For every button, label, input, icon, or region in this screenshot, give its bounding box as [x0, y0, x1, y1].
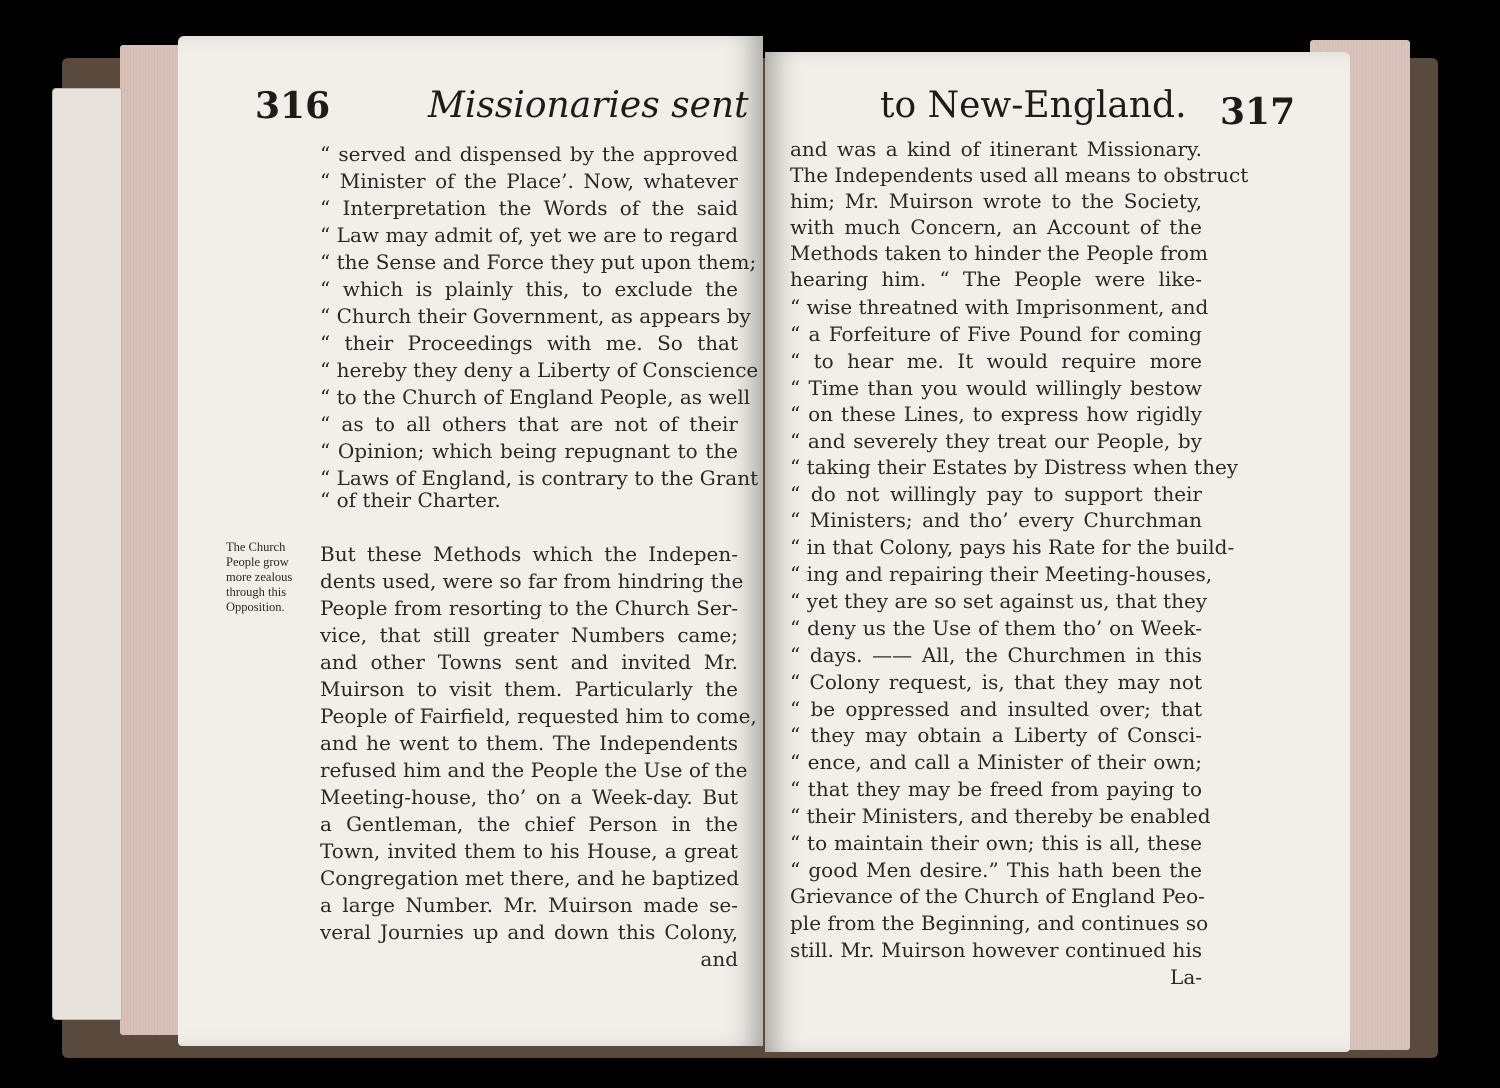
- text-line: Congregation met there, and he baptized: [320, 866, 740, 890]
- text-line: dents used, were so far from hindring the: [320, 569, 744, 593]
- text-line: and he went to them. The Independents: [320, 731, 738, 755]
- text-line: Town, invited them to his House, a great: [320, 839, 738, 863]
- text-line: The Independents used all means to obstruct: [790, 163, 1249, 187]
- text-line: “ good Men desire.” This hath been the: [790, 858, 1202, 882]
- text-line: Muirson to visit them. Particularly the: [320, 677, 738, 701]
- text-line: “ deny us the Use of them tho’ on Week-: [790, 616, 1202, 640]
- catchword: and: [700, 947, 738, 971]
- text-line: a large Number. Mr. Muirson made se-: [320, 893, 738, 917]
- text-line: vice, that still greater Numbers came;: [320, 623, 738, 647]
- text-line: hearing him. “ The People were like-: [790, 267, 1202, 291]
- text-line: “ they may obtain a Liberty of Consci-: [790, 723, 1202, 747]
- text-line: People of Fairfield, requested him to come,: [320, 704, 757, 728]
- text-line: “ to hear me. It would require more: [790, 349, 1202, 373]
- text-line: “ the Sense and Force they put upon them;: [320, 250, 757, 274]
- text-line: “ their Ministers, and thereby be enabled: [790, 804, 1211, 828]
- text-line: and other Towns sent and invited Mr.: [320, 650, 738, 674]
- text-line: “ Law may admit of, yet we are to regard: [320, 223, 738, 247]
- text-line: veral Journies up and down this Colony,: [320, 920, 738, 944]
- text-line: People from resorting to the Church Ser-: [320, 596, 738, 620]
- left-flyleaf: [52, 88, 122, 1020]
- text-line: “ in that Colony, pays his Rate for the build-: [790, 535, 1235, 559]
- margin-note: [226, 540, 318, 615]
- text-line: “ Opinion; which being repugnant to the: [320, 439, 738, 463]
- text-line: “ yet they are so set against us, that they: [790, 589, 1208, 613]
- text-line: “ Laws of England, is contrary to the Grant: [320, 466, 759, 490]
- text-line: “ served and dispensed by the approved: [320, 142, 738, 166]
- text-line: “ and severely they treat our People, by: [790, 429, 1202, 453]
- text-line: “ ing and repairing their Meeting-houses,: [790, 562, 1213, 586]
- text-line: “ taking their Estates by Distress when they: [790, 455, 1239, 479]
- text-line: “ Ministers; and tho’ every Churchman: [790, 508, 1202, 532]
- left-running-head: Missionaries sent: [428, 85, 749, 126]
- text-line: and was a kind of itinerant Missionary.: [790, 137, 1202, 161]
- text-line: “ their Proceedings with me. So that: [320, 331, 738, 355]
- text-line: “ Minister of the Place’. Now, whatever: [320, 169, 738, 193]
- text-line: “ a Forfeiture of Five Pound for coming: [790, 322, 1202, 346]
- text-line: “ days. —— All, the Churchmen in this: [790, 643, 1202, 667]
- right-page-number: 317: [1220, 91, 1296, 133]
- text-line: Meeting-house, tho’ on a Week-day. But: [320, 785, 738, 809]
- text-line: “ that they may be freed from paying to: [790, 777, 1202, 801]
- text-line: “ of their Charter.: [320, 488, 501, 512]
- text-line: “ as to all others that are not of their: [320, 412, 738, 436]
- text-line: “ which is plainly this, to exclude the: [320, 277, 738, 301]
- text-line: “ on these Lines, to express how rigidly: [790, 402, 1202, 426]
- margin-note-line: People grow: [226, 555, 289, 569]
- margin-note-line: through this: [226, 585, 287, 599]
- catchword: La-: [1170, 965, 1202, 989]
- text-line: still. Mr. Muirson however continued his: [790, 938, 1202, 962]
- text-line: “ Church their Government, as appears by: [320, 304, 751, 328]
- text-line: But these Methods which the Indepen-: [320, 542, 738, 566]
- text-line: “ Interpretation the Words of the said: [320, 196, 738, 220]
- text-line: “ wise threatned with Imprisonment, and: [790, 295, 1209, 319]
- text-line: a Gentleman, the chief Person in the: [320, 812, 738, 836]
- margin-note-line: The Church: [226, 540, 286, 554]
- text-line: with much Concern, an Account of the: [790, 215, 1202, 239]
- margin-note-line: Opposition.: [226, 600, 285, 614]
- margin-note-line: more zealous: [226, 570, 293, 584]
- text-line: Methods taken to hinder the People from: [790, 241, 1208, 265]
- text-line: “ hereby they deny a Liberty of Conscience: [320, 358, 759, 382]
- text-line: “ be oppressed and insulted over; that: [790, 697, 1202, 721]
- text-line: ple from the Beginning, and continues so: [790, 911, 1209, 935]
- text-line: “ to the Church of England People, as well: [320, 385, 751, 409]
- text-line: “ Time than you would willingly bestow: [790, 376, 1202, 400]
- right-running-head: to New-England.: [880, 85, 1187, 126]
- text-line: “ ence, and call a Minister of their own;: [790, 750, 1202, 774]
- text-line: Grievance of the Church of England Peo-: [790, 884, 1205, 908]
- text-line: “ Colony request, is, that they may not: [790, 670, 1202, 694]
- left-page-number: 316: [255, 85, 331, 127]
- text-line: refused him and the People the Use of the: [320, 758, 748, 782]
- text-line: “ to maintain their own; this is all, these: [790, 831, 1202, 855]
- text-line: “ do not willingly pay to support their: [790, 482, 1202, 506]
- text-line: him; Mr. Muirson wrote to the Society,: [790, 189, 1202, 213]
